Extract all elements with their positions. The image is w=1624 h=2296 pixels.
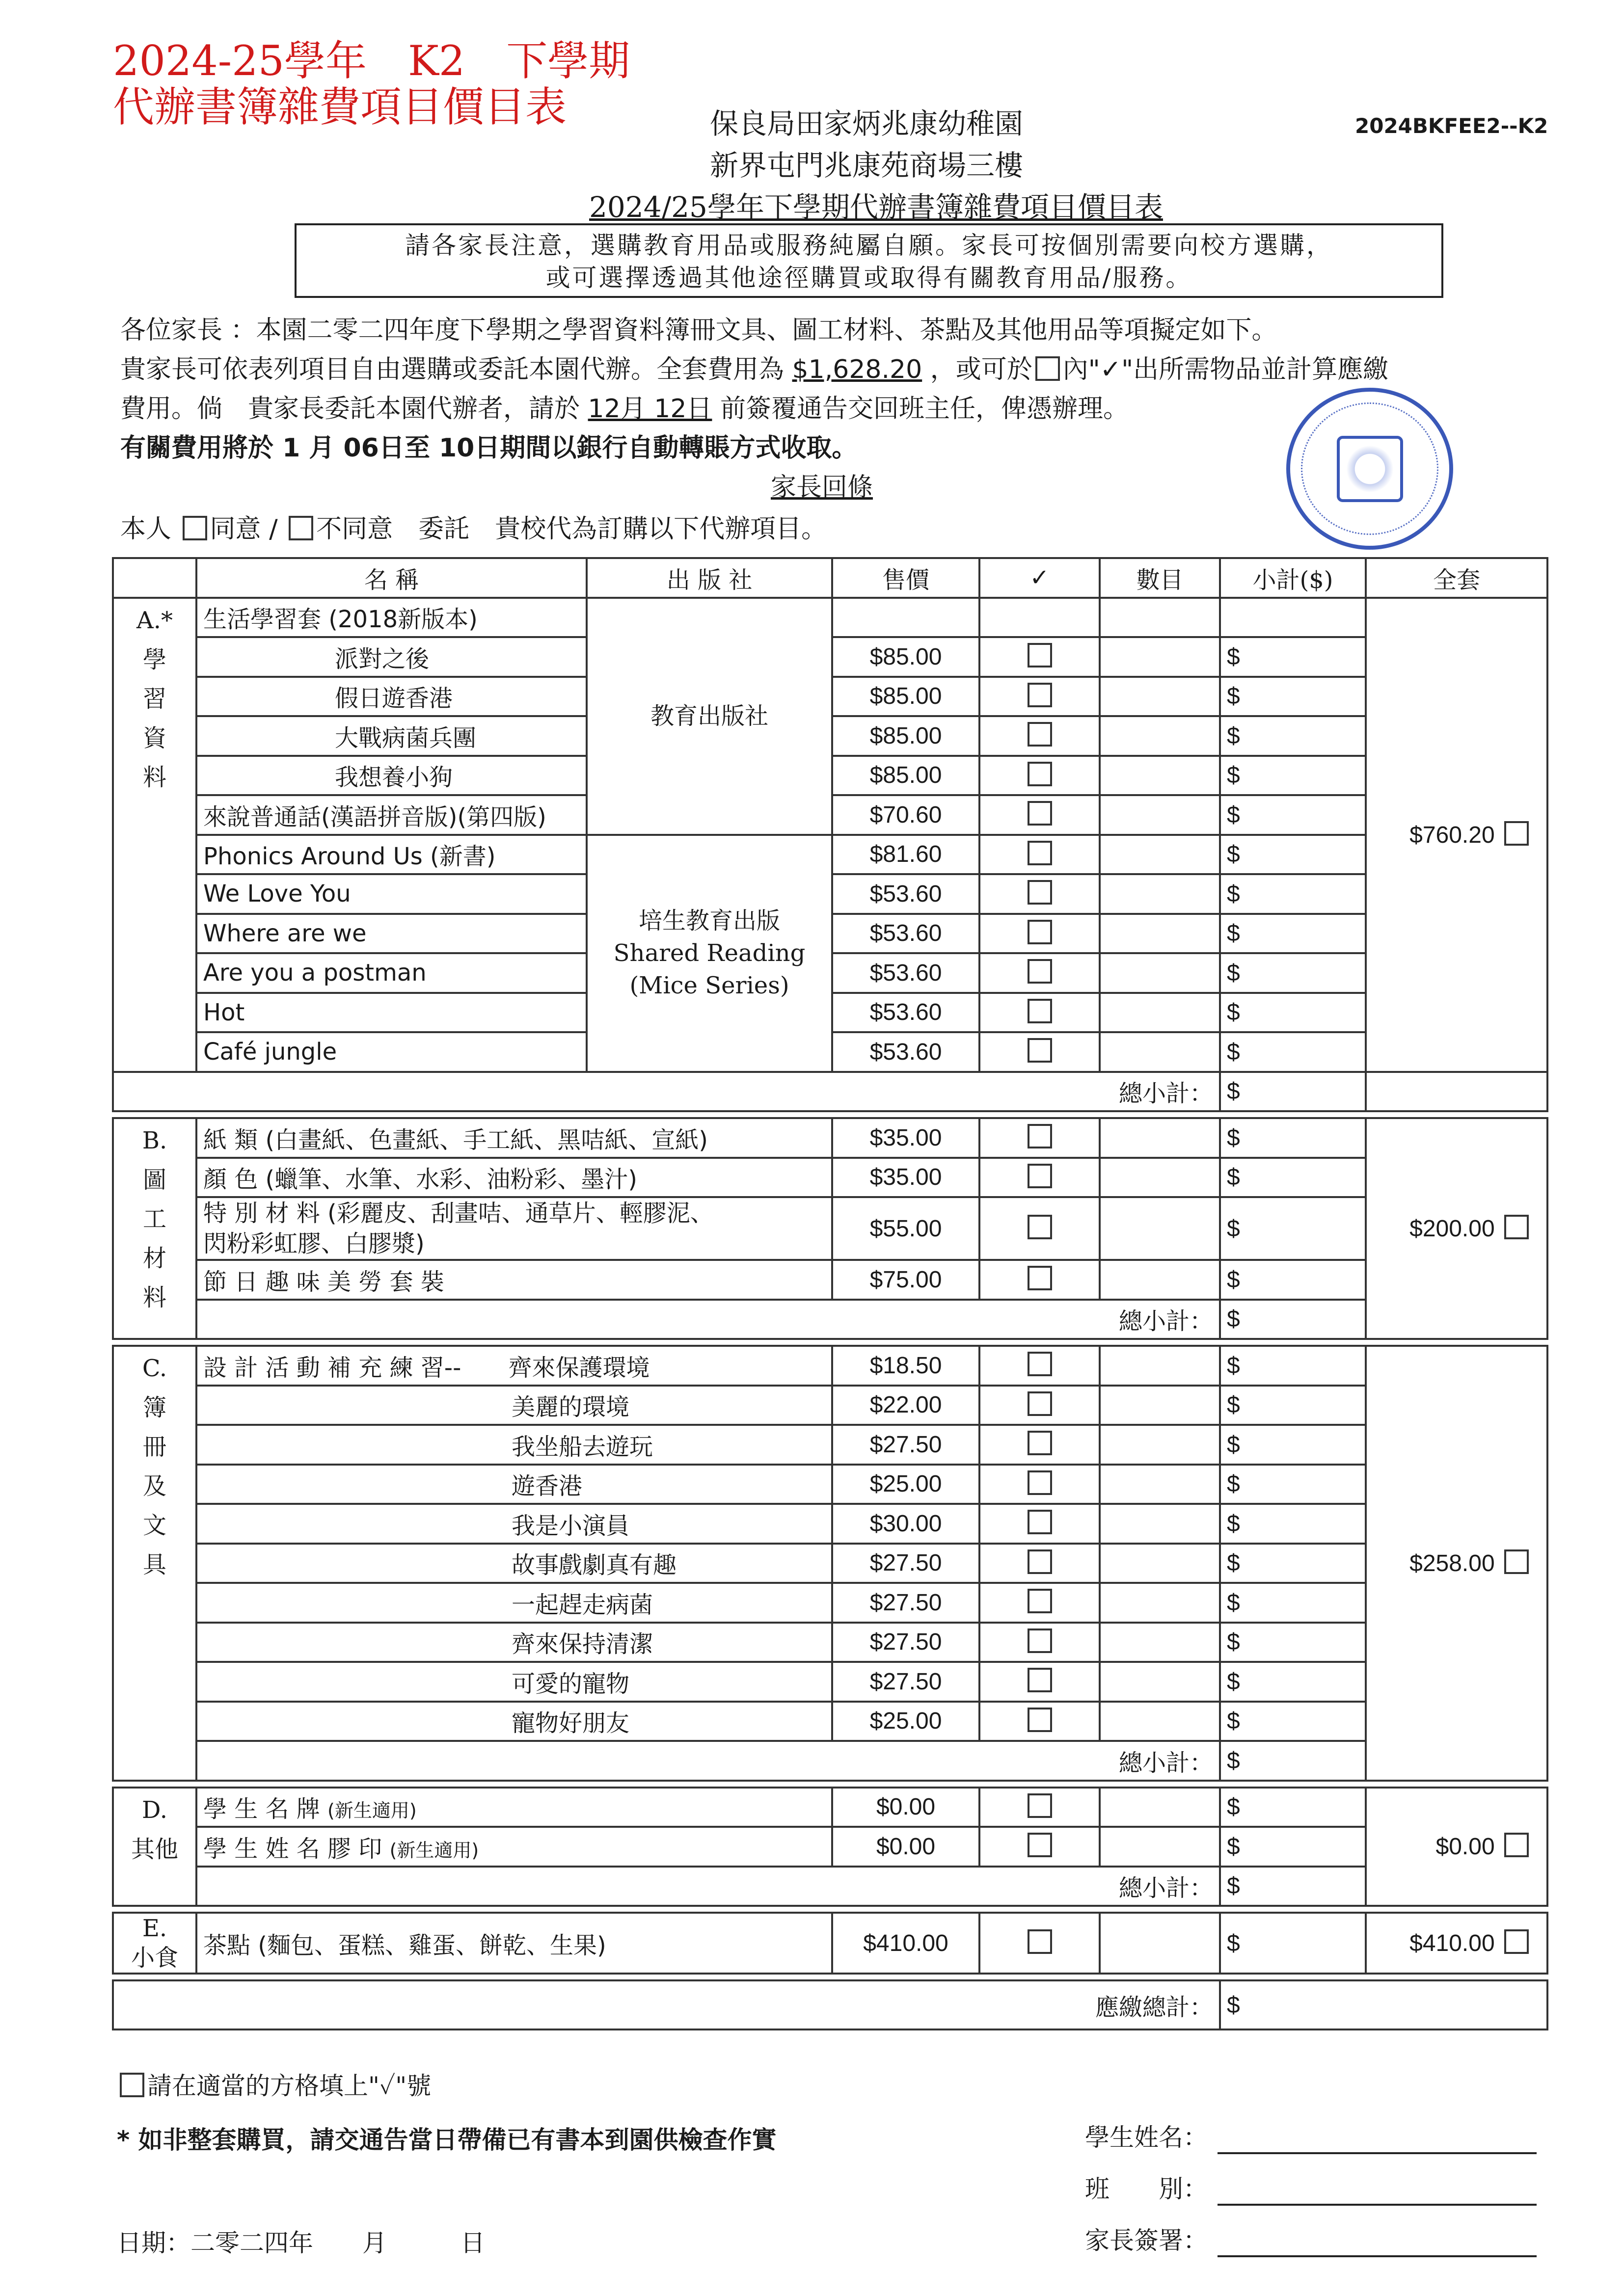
section-d-label: D. 其他	[113, 1788, 196, 1906]
section-e-label: E. 小食	[113, 1913, 196, 1974]
header-publisher: 出 版 社	[587, 558, 832, 598]
consent-line	[120, 508, 827, 545]
header-check: ✓	[979, 558, 1100, 598]
qty-cell[interactable]	[1100, 1032, 1220, 1072]
item-checkbox[interactable]	[1028, 683, 1052, 707]
item-name: Hot	[196, 993, 587, 1033]
qty-cell[interactable]	[1100, 1118, 1220, 1158]
qty-cell[interactable]	[1100, 795, 1220, 835]
qty-cell[interactable]	[1100, 1788, 1220, 1827]
section-d-full-set: $0.00	[1366, 1788, 1547, 1906]
item-price: $85.00	[832, 637, 979, 677]
qty-cell[interactable]	[1100, 1702, 1220, 1741]
header-full-set: 全套	[1366, 558, 1547, 598]
table-row	[113, 1662, 1547, 1702]
intro-line4: 有關費用將於 1 月 06日至 10日期間以銀行自動轉賬方式收取。	[120, 433, 858, 463]
subtotal-cell[interactable]: $	[1220, 914, 1366, 954]
agree-checkbox[interactable]	[183, 516, 207, 540]
tick-hint: 請在適當的方格填上"✓"號	[117, 2066, 431, 2102]
qty-cell[interactable]	[1100, 1827, 1220, 1867]
item-price: $85.00	[832, 716, 979, 756]
qty-cell[interactable]	[1100, 1544, 1220, 1583]
item-name: 來說普通話(漢語拼音版)(第四版)	[196, 795, 587, 835]
table-row	[113, 1118, 1547, 1158]
item-prefix: 設 計 活 動 補 充 練 習--	[203, 1354, 461, 1382]
subtotal-cell[interactable]: $	[1220, 1260, 1366, 1300]
header-name: 名 稱	[196, 558, 587, 598]
section-e-full-set: $410.00	[1366, 1913, 1547, 1974]
subtotal-cell[interactable]: $	[1220, 1425, 1366, 1465]
item-price: $81.60	[832, 835, 979, 875]
table-row	[113, 1583, 1547, 1623]
item-checkbox[interactable]	[1028, 880, 1052, 905]
item-price: $53.60	[832, 914, 979, 954]
item-checkbox[interactable]	[1028, 1629, 1052, 1653]
table-row	[113, 1158, 1547, 1198]
item-checkbox[interactable]	[1028, 1124, 1052, 1148]
table-row	[113, 1788, 1547, 1827]
grand-total-label: 應繳總計：	[113, 1980, 1220, 2029]
header-qty: 數目	[1100, 558, 1220, 598]
subtotal-cell[interactable]: $	[1220, 795, 1366, 835]
item-checkbox[interactable]	[1028, 1708, 1052, 1732]
qty-cell[interactable]	[1100, 1346, 1220, 1386]
item-name: 一起趕走病菌	[196, 1583, 832, 1623]
school-address: 新界屯門兆康苑商場三樓	[709, 149, 1023, 182]
item-price: $35.00	[832, 1158, 979, 1198]
qty-cell[interactable]	[1100, 1158, 1220, 1198]
item-checkbox[interactable]	[1028, 1391, 1052, 1416]
item-checkbox[interactable]	[1028, 920, 1052, 944]
parent-signature-field[interactable]	[1218, 2255, 1537, 2257]
checkbox-icon	[1035, 356, 1060, 381]
item-name: Café jungle	[196, 1032, 587, 1072]
item-name: 故事戲劇真有趣	[196, 1544, 832, 1583]
item-checkbox[interactable]	[1028, 1431, 1052, 1455]
subtotal-cell[interactable]: $	[1220, 953, 1366, 993]
section-a-total[interactable]: $	[1220, 1072, 1366, 1112]
table-row	[113, 1913, 1547, 1974]
subtotal-cell[interactable]: $	[1220, 1032, 1366, 1072]
checkbox-icon	[120, 2073, 144, 2097]
item-price: $85.00	[832, 677, 979, 717]
section-b-full-set: $200.00	[1366, 1118, 1547, 1339]
qty-cell[interactable]	[1100, 835, 1220, 875]
qty-cell[interactable]	[1100, 716, 1220, 756]
subtotal-cell[interactable]: $	[1220, 1583, 1366, 1623]
section-b-total[interactable]: $	[1220, 1300, 1366, 1339]
qty-cell[interactable]	[1100, 756, 1220, 796]
due-date: 12月 12日	[588, 394, 712, 424]
subtotal-cell[interactable]: $	[1220, 677, 1366, 717]
subtotal-cell[interactable]: $	[1220, 716, 1366, 756]
item-checkbox[interactable]	[1028, 1038, 1052, 1063]
item-price: $53.60	[832, 953, 979, 993]
item-name: 學 生 姓 名 膠 印 (新生適用)	[196, 1827, 832, 1867]
item-checkbox[interactable]	[1028, 1929, 1052, 1954]
qty-cell[interactable]	[1100, 1465, 1220, 1504]
item-checkbox[interactable]	[1028, 959, 1052, 984]
item-checkbox[interactable]	[1028, 1164, 1052, 1188]
consent-b: 同意 /	[210, 514, 278, 544]
subtotal-cell[interactable]: $	[1220, 1346, 1366, 1386]
subtotal-cell[interactable]: $	[1220, 756, 1366, 796]
subtotal-cell[interactable]: $	[1220, 1197, 1366, 1260]
header-blank	[113, 558, 196, 598]
item-name: 設 計 活 動 補 充 練 習-- 齊來保護環境	[196, 1346, 832, 1386]
publisher-1: 教育出版社	[587, 598, 832, 835]
item-price: $70.60	[832, 795, 979, 835]
item-name: Phonics Around Us (新書)	[196, 835, 587, 875]
qty-cell[interactable]	[1100, 953, 1220, 993]
table-row	[113, 1544, 1547, 1583]
qty-cell[interactable]	[1100, 1913, 1220, 1974]
item-name: 顏 色 (蠟筆、水筆、水彩、油粉彩、墨汁)	[196, 1158, 832, 1198]
qty-cell[interactable]	[1100, 993, 1220, 1033]
subtotal-cell[interactable]: $	[1220, 1702, 1366, 1741]
intro-line2	[120, 348, 1388, 385]
item-checkbox[interactable]	[1028, 762, 1052, 786]
item-name: 遊香港	[196, 1465, 832, 1504]
fee-table	[112, 557, 1548, 2030]
section-a-total-row	[113, 1072, 1547, 1112]
table-row	[113, 1827, 1547, 1867]
qty-cell[interactable]	[1100, 677, 1220, 717]
qty-cell[interactable]	[1100, 1623, 1220, 1662]
item-price: $75.00	[832, 1260, 979, 1300]
full-set-total: $1,628.20	[792, 355, 922, 384]
subtotal-cell[interactable]: $	[1220, 1118, 1366, 1158]
publisher-2: 培生教育出版 Shared Reading (Mice Series)	[587, 835, 832, 1072]
item-price: $27.50	[832, 1623, 979, 1662]
section-a-full-set: $760.20	[1366, 598, 1547, 1072]
item-name: 我是小演員	[196, 1504, 832, 1544]
document-title: 2024/25學年下學期代辦書簿雜費項目價目表	[589, 190, 1163, 224]
qty-cell[interactable]	[1100, 1197, 1220, 1260]
subtotal-cell[interactable]: $	[1220, 1544, 1366, 1583]
item-price: $55.00	[832, 1197, 979, 1260]
section-d-total-row	[113, 1867, 1547, 1906]
consent-c: 不同意 委託 貴校代為訂購以下代辦項目。	[316, 514, 827, 544]
item-checkbox[interactable]	[1028, 841, 1052, 865]
section-b-total-row	[113, 1300, 1547, 1339]
class-label: 班 別：	[1085, 2175, 1208, 2203]
student-name-label: 學生姓名：	[1085, 2123, 1208, 2152]
subtotal-cell[interactable]: $	[1220, 1827, 1366, 1867]
subtotal-cell[interactable]: $	[1220, 1158, 1366, 1198]
item-name: 派對之後	[196, 637, 587, 677]
item-name: Where are we	[196, 914, 587, 954]
notice-box	[295, 223, 1443, 298]
item-price: $18.50	[832, 1346, 979, 1386]
item-checkbox[interactable]	[1028, 1833, 1052, 1857]
subtotal-cell[interactable]: $	[1220, 835, 1366, 875]
school-seal-icon	[1286, 388, 1453, 550]
item-checkbox[interactable]	[1028, 999, 1052, 1023]
school-name: 保良局田家炳兆康幼稚園	[709, 107, 1023, 140]
item-name: 假日遊香港	[196, 677, 587, 717]
qty-cell[interactable]	[1100, 1386, 1220, 1425]
item-price: $35.00	[832, 1118, 979, 1158]
section-c-full-set-checkbox[interactable]	[1504, 1549, 1529, 1574]
red-title-line1: 2024-25學年 K2 下學期	[113, 37, 630, 85]
table-row	[113, 1386, 1547, 1425]
table-row	[113, 1702, 1547, 1741]
subtotal-cell[interactable]: $	[1220, 637, 1366, 677]
book-set-title: 生活學習套 (2018新版本)	[196, 598, 587, 638]
section-c-total-row	[113, 1741, 1547, 1781]
item-checkbox[interactable]	[1028, 1668, 1052, 1692]
item-checkbox[interactable]	[1028, 1266, 1052, 1290]
table-row	[113, 1465, 1547, 1504]
intro-line2-b: ，或可於	[930, 355, 1032, 384]
consent-a: 本人	[120, 514, 172, 544]
header-subtotal: 小計($)	[1220, 558, 1366, 598]
student-name-field[interactable]	[1218, 2152, 1537, 2154]
section-a-full-set-checkbox[interactable]	[1504, 821, 1529, 846]
qty-cell[interactable]	[1100, 914, 1220, 954]
item-name: 特 別 材 料 (彩麗皮、刮畫咭、通草片、輕膠泥、 閃粉彩虹膠、白膠漿)	[196, 1197, 832, 1260]
item-price: $27.50	[832, 1583, 979, 1623]
subtotal-cell[interactable]: $	[1220, 1623, 1366, 1662]
qty-cell[interactable]	[1100, 1583, 1220, 1623]
item-price: $27.50	[832, 1662, 979, 1702]
item-price: $27.50	[832, 1425, 979, 1465]
item-name: 齊來保持清潔	[196, 1623, 832, 1662]
subtotal-cell[interactable]: $	[1220, 1465, 1366, 1504]
section-a-label: A.* 學 習 資 料	[113, 598, 196, 1072]
qty-cell[interactable]	[1100, 1504, 1220, 1544]
grand-total[interactable]: $	[1220, 1980, 1547, 2029]
intro-line1: 各位家長 ：本園二零二四年度下學期之學習資料簿冊文具、圖工材料、茶點及其他用品等項擬定如下。	[120, 316, 1277, 345]
item-name: 我想養小狗	[196, 756, 587, 796]
section-total-label: 總小計：	[196, 1741, 1220, 1781]
table-row	[113, 1623, 1547, 1662]
item-price: $27.50	[832, 1544, 979, 1583]
item-checkbox[interactable]	[1028, 722, 1052, 747]
intro-line3-b: 前簽覆通告交回班主任，俾憑辦理。	[720, 394, 1129, 424]
subtotal-cell[interactable]: $	[1220, 1662, 1366, 1702]
disagree-checkbox[interactable]	[289, 516, 313, 540]
item-price: $410.00	[832, 1913, 979, 1974]
section-total-label: 總小計：	[196, 1867, 1220, 1906]
subtotal-cell[interactable]: $	[1220, 1913, 1366, 1974]
item-price: $53.60	[832, 993, 979, 1033]
item-checkbox[interactable]	[1028, 1589, 1052, 1613]
subtotal-cell[interactable]: $	[1220, 1504, 1366, 1544]
item-price: $30.00	[832, 1504, 979, 1544]
section-d-total[interactable]: $	[1220, 1867, 1366, 1906]
item-name: 紙 類 (白畫紙、色畫紙、手工紙、黑咭紙、宣紙)	[196, 1118, 832, 1158]
item-price: $0.00	[832, 1788, 979, 1827]
item-name: 美麗的環境	[196, 1386, 832, 1425]
item-name: 可愛的寵物	[196, 1662, 832, 1702]
class-field[interactable]	[1218, 2204, 1537, 2206]
footer-note: * 如非整套購買，請交通告當日帶備已有書本到園供檢查作實	[117, 2126, 777, 2154]
item-name: 節 日 趣 味 美 勞 套 裝	[196, 1260, 832, 1300]
section-c-label: C. 簿 冊 及 文 具	[113, 1346, 196, 1781]
item-name: 我坐船去遊玩	[196, 1425, 832, 1465]
qty-cell[interactable]	[1100, 874, 1220, 914]
notice-line1: 請各家長注意，選購教育用品或服務純屬自願。家長可按個別需要向校方選購，	[405, 231, 1333, 260]
notice-line2: 或可選擇透過其他途徑購買或取得有關教育用品/服務。	[545, 264, 1192, 292]
section-d-full-set-checkbox[interactable]	[1504, 1833, 1529, 1857]
item-price: $53.60	[832, 874, 979, 914]
section-c-full-set: $258.00	[1366, 1346, 1547, 1781]
table-row	[113, 1504, 1547, 1544]
section-c-total[interactable]: $	[1220, 1741, 1366, 1781]
table-row	[113, 1260, 1547, 1300]
table-row	[113, 1425, 1547, 1465]
intro-line2-a: 貴家長可依表列項目自由選購或委託本園代辦。全套費用為	[120, 355, 785, 384]
item-name: 學 生 名 牌 (新生適用)	[196, 1788, 832, 1827]
item-checkbox[interactable]	[1028, 643, 1052, 667]
section-total-label: 總小計：	[196, 1300, 1220, 1339]
item-price: $25.00	[832, 1465, 979, 1504]
section-e-full-set-checkbox[interactable]	[1504, 1929, 1529, 1954]
red-title-line2: 代辦書簿雜費項目價目表	[113, 83, 567, 131]
item-name: 大戰病菌兵團	[196, 716, 587, 756]
header-price: 售價	[832, 558, 979, 598]
subtotal-cell[interactable]: $	[1220, 874, 1366, 914]
item-checkbox[interactable]	[1028, 1793, 1052, 1818]
intro-line2-c: 內"✓"出所需物品並計算應繳	[1062, 355, 1389, 384]
item-checkbox[interactable]	[1028, 1549, 1052, 1574]
section-b-label: B. 圖 工 材 料	[113, 1118, 196, 1339]
grand-total-row	[113, 1980, 1547, 2029]
table-row	[113, 835, 1547, 875]
item-price: $22.00	[832, 1386, 979, 1425]
item-name: We Love You	[196, 874, 587, 914]
date-line: 日期：二零二四年 月 日	[117, 2229, 485, 2257]
item-price: $25.00	[832, 1702, 979, 1741]
item-checkbox[interactable]	[1028, 1352, 1052, 1376]
parent-sign-label: 家長簽署：	[1085, 2226, 1208, 2255]
subtotal-cell[interactable]: $	[1220, 993, 1366, 1033]
item-price: $53.60	[832, 1032, 979, 1072]
item-checkbox[interactable]	[1028, 1215, 1052, 1239]
subtotal-cell[interactable]: $	[1220, 1788, 1366, 1827]
section-b-full-set-checkbox[interactable]	[1504, 1215, 1529, 1239]
item-price: $85.00	[832, 756, 979, 796]
item-checkbox[interactable]	[1028, 1470, 1052, 1495]
reply-slip-title: 家長回條	[771, 473, 873, 502]
item-price: $0.00	[832, 1827, 979, 1867]
item-name: Are you a postman	[196, 953, 587, 993]
table-row	[113, 1346, 1547, 1386]
qty-cell[interactable]	[1100, 637, 1220, 677]
item-name: 寵物好朋友	[196, 1702, 832, 1741]
item-checkbox[interactable]	[1028, 1510, 1052, 1534]
qty-cell[interactable]	[1100, 1260, 1220, 1300]
item-name: 茶點 (麵包、蛋糕、雞蛋、餅乾、生果)	[196, 1913, 832, 1974]
qty-cell[interactable]	[1100, 1662, 1220, 1702]
qty-cell[interactable]	[1100, 1425, 1220, 1465]
subtotal-cell[interactable]: $	[1220, 1386, 1366, 1425]
intro-line3	[120, 388, 1129, 425]
item-checkbox[interactable]	[1028, 801, 1052, 826]
section-total-label: 總小計：	[113, 1072, 1220, 1112]
document-code: 2024BKFEE2--K2	[1355, 114, 1548, 138]
intro-line3-a: 費用。倘 貴家長委託本園代辦者，請於	[120, 394, 580, 424]
